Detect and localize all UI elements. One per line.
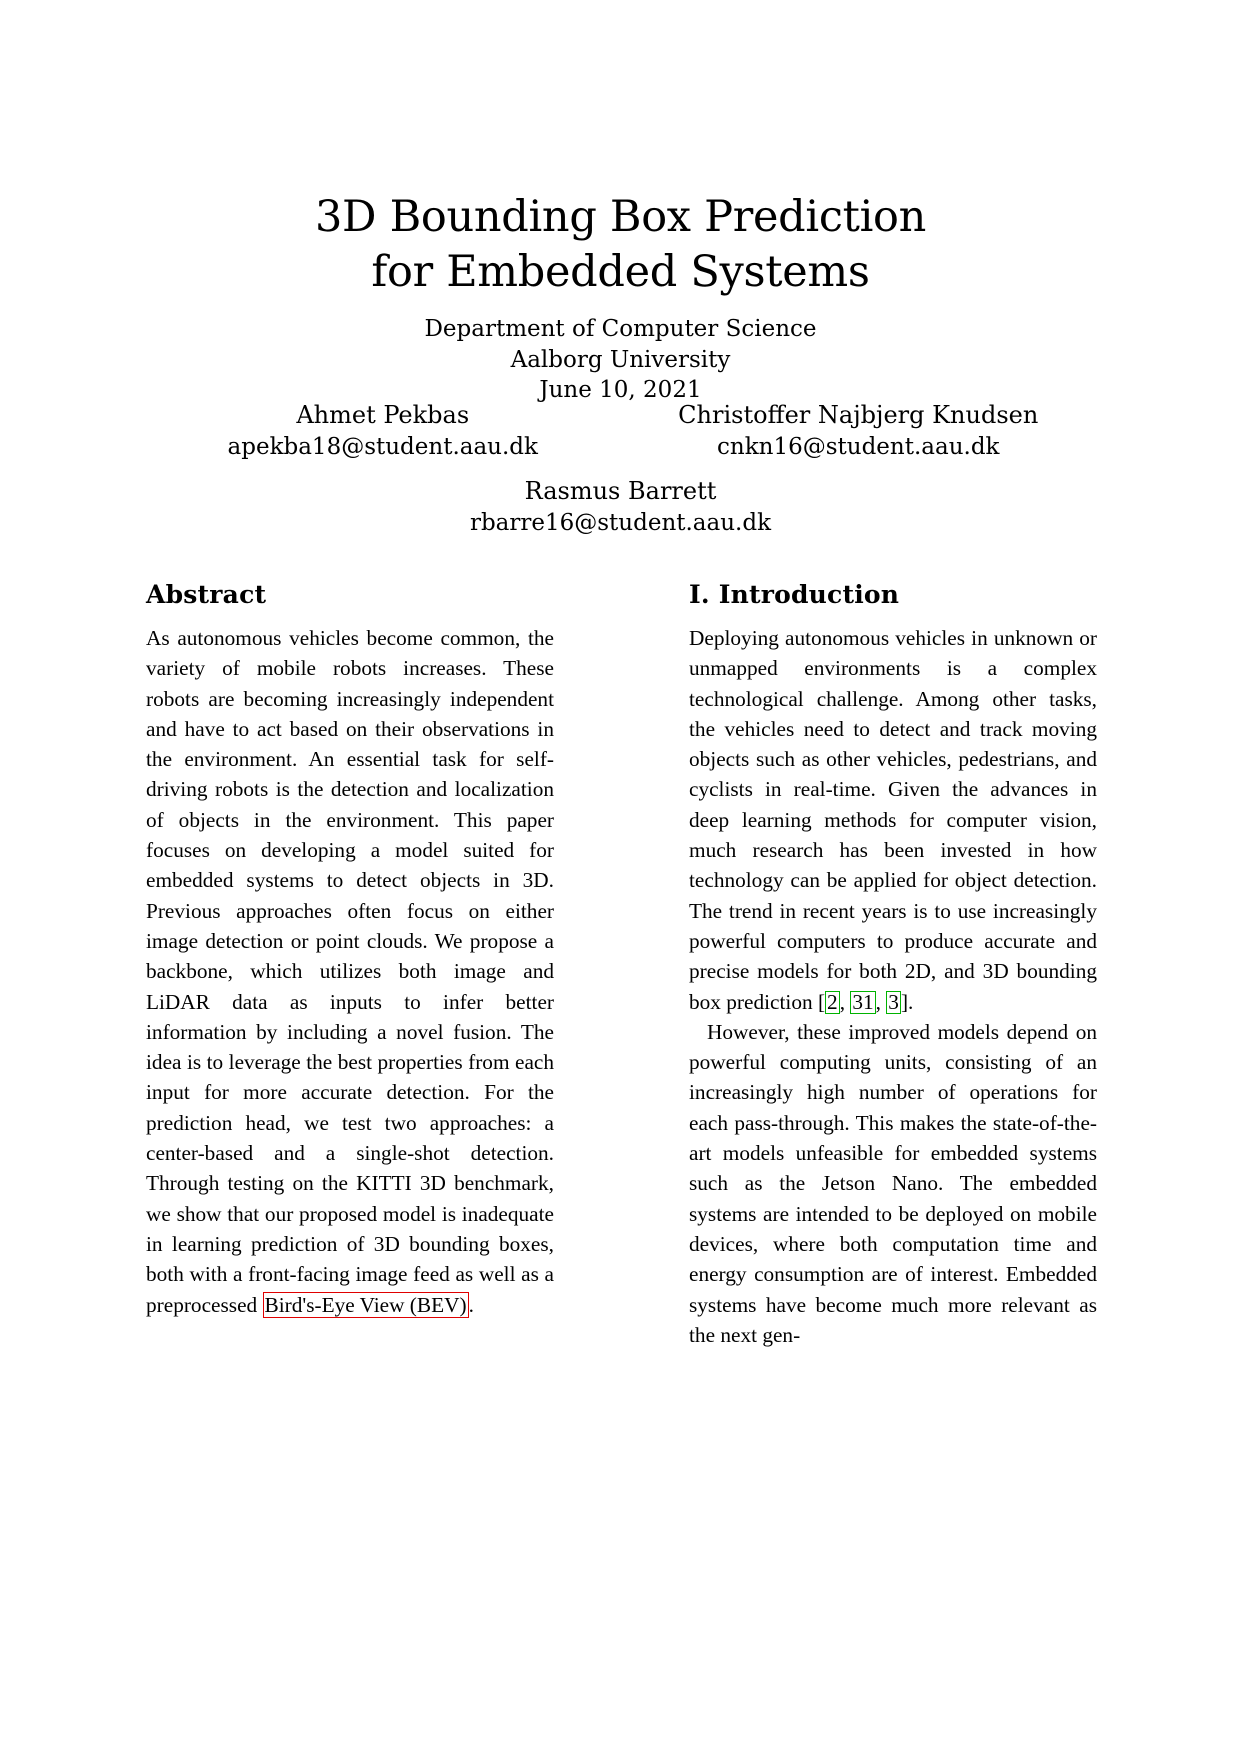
- introduction-heading: I. Introduction: [689, 580, 900, 609]
- abstract-text-part-1: As autonomous vehicles become common, the variety of mobile robots increases. These robots are becoming increasingly independent and have to act based on their observations in the environment. An essential task for self-driving robots is the detection and localization of objects in the environment. This paper focuses on developing a model suited for embedded systems to detect objects in 3D. Previous approaches often focus on either image detection or point clouds. We propose a backbone, which utilizes both image and LiDAR data as inputs to infer better information by including a novel fusion. The idea is to leverage the best properties from each input for more accurate detection. For the prediction head, we test two approaches: a center-based and a single-shot detection. Through testing on the KITTI 3D benchmark, we show that our proposed model is inadequate in learning prediction of 3D bounding boxes, both with a front-facing image feed as well as a preprocessed: [146, 626, 554, 1317]
- author-2-name: Christoffer Najbjerg Knudsen: [678, 401, 1039, 429]
- citation-group: [818, 990, 908, 1014]
- author-3-email: rbarre16@student.aau.dk: [469, 509, 772, 536]
- abstract-text-part-2: .: [468, 1292, 474, 1317]
- intro-paragraph-2-text: However, these improved models depend on powerful computing units, consisting of an increasingly high number of operations for each pass-through. This makes the state-of-the-art models unfeasible for embedded systems such as the Jetson Nano. The embedded systems are intended to be deployed on mobile devices, where both computation time and energy consumption are of interest. Embedded systems have become much more relevant as the next gen-: [689, 1019, 1097, 1347]
- introduction-paragraph-2: [689, 1017, 1097, 1350]
- author-1: [145, 400, 621, 463]
- body-columns: [146, 580, 1097, 1350]
- column-right: [689, 580, 1097, 1350]
- intro-text-part-1: Deploying autonomous vehicles in unknown or unmapped environments is a complex technological challenge. Among other tasks, the vehicles need to detect and track moving objects such as other vehicles, pedestrians, and cyclists in real-time. Given the advances in deep learning methods for computer vision, much research has been invested in how technology can be applied for object detection. The trend in recent years is to use increasingly powerful computers to produce accurate and precise models for both 2D, and 3D bounding box prediction: [689, 626, 1097, 1014]
- author-1-name: Ahmet Pekbas: [296, 401, 470, 429]
- abstract-paragraph: [146, 623, 554, 1320]
- page-title: [145, 190, 1096, 300]
- author-2: [621, 400, 1097, 463]
- citation-bracket-close: ]: [900, 989, 909, 1014]
- introduction-paragraph-1: [689, 623, 1097, 1017]
- column-left: [146, 580, 554, 1350]
- citation-link-3[interactable]: 3: [888, 989, 899, 1014]
- citation-separator-1: ,: [839, 989, 851, 1014]
- citation-link-2[interactable]: 2: [827, 989, 838, 1014]
- citation-separator-2: ,: [875, 989, 887, 1014]
- author-3: [145, 476, 1096, 539]
- citation-bracket-open: [: [817, 989, 826, 1014]
- author-3-name: Rasmus Barrett: [524, 476, 717, 505]
- title-block: [145, 190, 1096, 406]
- publication-date: June 10, 2021: [539, 377, 702, 404]
- affiliation-department: Department of Computer Science: [424, 316, 817, 343]
- title-line-1: 3D Bounding Box Prediction: [314, 192, 927, 242]
- intro-text-part-2: .: [908, 989, 914, 1014]
- abstract-heading: Abstract: [146, 580, 267, 609]
- affiliation-university: Aalborg University: [510, 346, 731, 373]
- bev-hyperlink[interactable]: Bird's-Eye View (BEV): [264, 1292, 467, 1317]
- affiliation-block: [145, 314, 1096, 406]
- title-line-2: for Embedded Systems: [371, 247, 870, 298]
- author-row-1: [145, 400, 1096, 463]
- author-1-email: apekba18@student.aau.dk: [227, 433, 538, 460]
- author-2-email: cnkn16@student.aau.dk: [717, 433, 1000, 460]
- author-block: [145, 400, 1096, 539]
- author-row-2: [145, 463, 1096, 539]
- citation-link-31[interactable]: 31: [852, 989, 874, 1014]
